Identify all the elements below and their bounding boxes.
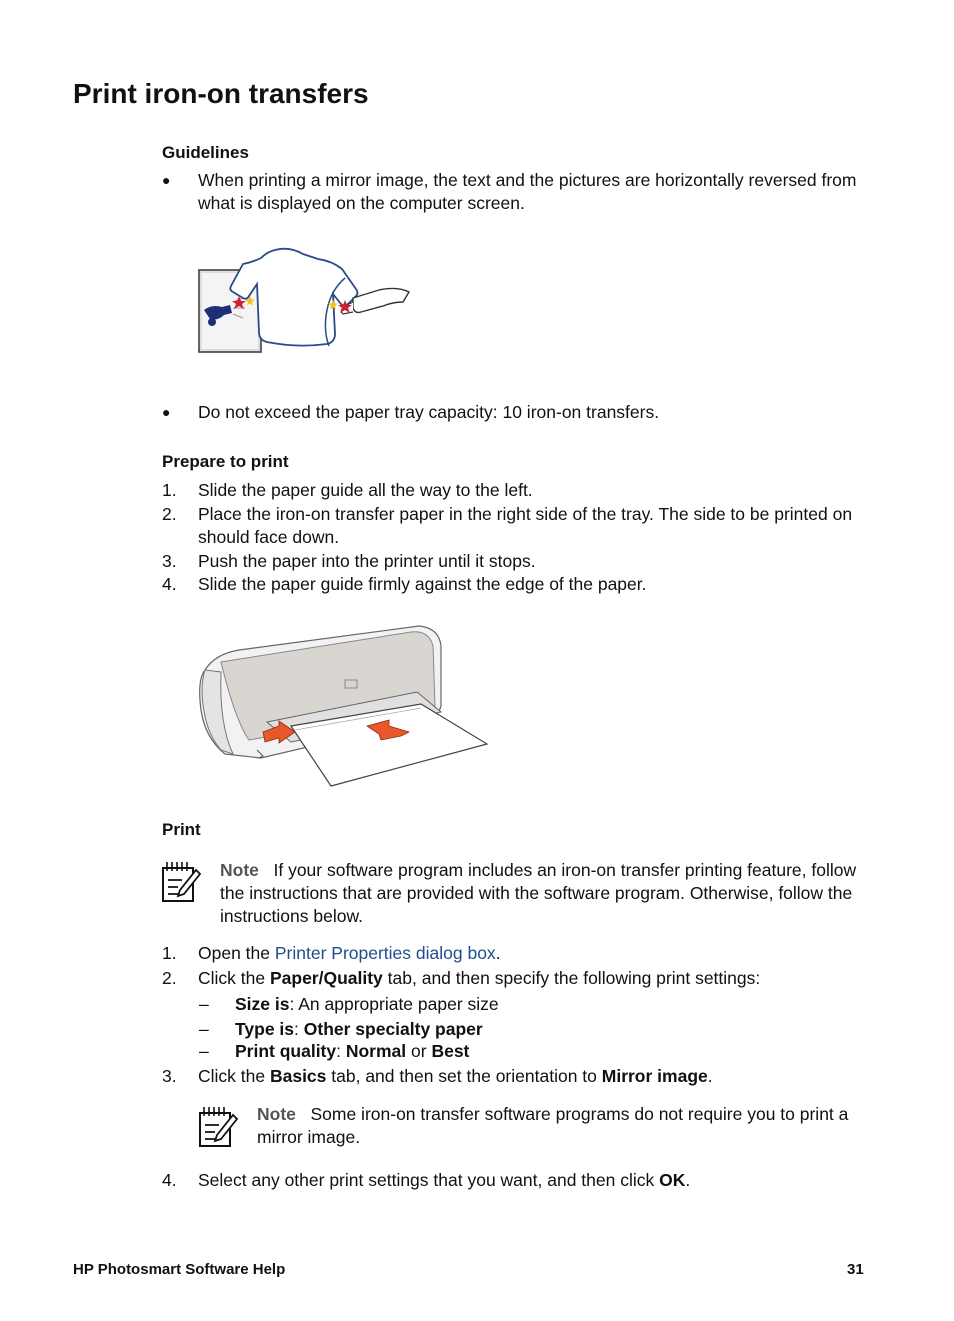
step-text: Click the — [198, 968, 270, 988]
note-body: If your software program includes an iron-on transfer printing feature, follow the instructions that are provided with the software program. Otherwise, follow the instructions below. — [220, 860, 857, 926]
ui-term: Type is — [235, 1019, 295, 1039]
step-number: 3. — [162, 551, 177, 571]
step-text: tab, and then specify the following print settings: — [382, 968, 761, 988]
step-number: 3. — [162, 1066, 177, 1086]
ui-term: OK — [659, 1170, 686, 1190]
step-number: 1. — [162, 480, 177, 500]
print-step-ok — [198, 1169, 868, 1192]
page-title: Print iron-on transfers — [73, 78, 369, 109]
note-icon — [197, 1105, 239, 1149]
guideline-mirror-text: When printing a mirror image, the text and the pictures are horizontally reversed from what is displayed on the computer screen. — [198, 170, 857, 213]
setting-value: : An appropriate paper size — [289, 994, 499, 1014]
step-text: . — [495, 943, 501, 963]
prepare-heading: Prepare to print — [162, 452, 289, 471]
ui-term: Print quality — [235, 1041, 337, 1061]
step-text: . — [707, 1066, 713, 1086]
page-number: 31 — [847, 1261, 864, 1278]
prepare-step: Push the paper into the printer until it stops. — [198, 551, 536, 571]
bullet-marker: ● — [162, 172, 171, 188]
note-icon — [160, 860, 202, 904]
conjunction: or — [406, 1041, 432, 1061]
ui-term: Normal — [345, 1041, 407, 1061]
note-label: Note — [257, 1104, 296, 1124]
step-text: . — [685, 1170, 691, 1190]
ui-term: Basics — [269, 1066, 327, 1086]
prepare-step: Slide the paper guide all the way to the left. — [198, 480, 533, 500]
step-text: tab, and then set the orientation to — [326, 1066, 602, 1086]
step-text: Select any other print settings that you want, and then click — [198, 1170, 660, 1190]
step-number: 4. — [162, 1170, 177, 1190]
ui-term: Paper/Quality — [269, 968, 383, 988]
ui-term: Size is — [235, 994, 290, 1014]
prepare-step: Place the iron-on transfer paper in the right side of the tray. The side to be printed on should face down. — [198, 504, 853, 547]
step-number: 2. — [162, 504, 177, 524]
setting-type — [235, 1018, 483, 1041]
ui-term: Other specialty paper — [303, 1019, 483, 1039]
bullet-marker: ● — [162, 404, 171, 420]
ui-term: Mirror image — [601, 1066, 708, 1086]
step-number: 2. — [162, 968, 177, 988]
separator: : — [294, 1019, 304, 1039]
footer-title: HP Photosmart Software Help — [73, 1261, 286, 1278]
dash-marker: – — [199, 1019, 209, 1039]
print-step-open-properties — [198, 942, 868, 965]
note-text — [220, 859, 868, 928]
print-heading: Print — [162, 820, 201, 839]
guideline-capacity-text: Do not exceed the paper tray capacity: 10 iron-on transfers. — [198, 402, 660, 422]
dash-marker: – — [199, 994, 209, 1014]
printer-properties-link[interactable]: Printer Properties dialog box — [274, 943, 496, 963]
setting-size — [235, 993, 499, 1016]
note-body: Some iron-on transfer software programs do not require you to print a mirror image. — [257, 1104, 849, 1147]
guidelines-heading: Guidelines — [162, 143, 249, 162]
print-step-paper-quality — [198, 967, 868, 990]
printer-paper-illustration — [195, 622, 495, 792]
note-text — [257, 1103, 869, 1149]
separator: : — [336, 1041, 346, 1061]
note-label: Note — [220, 860, 259, 880]
mirror-transfer-illustration — [195, 240, 420, 370]
prepare-step: Slide the paper guide firmly against the edge of the paper. — [198, 574, 647, 594]
step-number: 4. — [162, 574, 177, 594]
setting-quality — [235, 1040, 469, 1063]
step-number: 1. — [162, 943, 177, 963]
ui-term: Best — [431, 1041, 470, 1061]
dash-marker: – — [199, 1041, 209, 1061]
step-text: Click the — [198, 1066, 270, 1086]
step-text: Open the — [198, 943, 275, 963]
print-step-basics — [198, 1065, 868, 1088]
